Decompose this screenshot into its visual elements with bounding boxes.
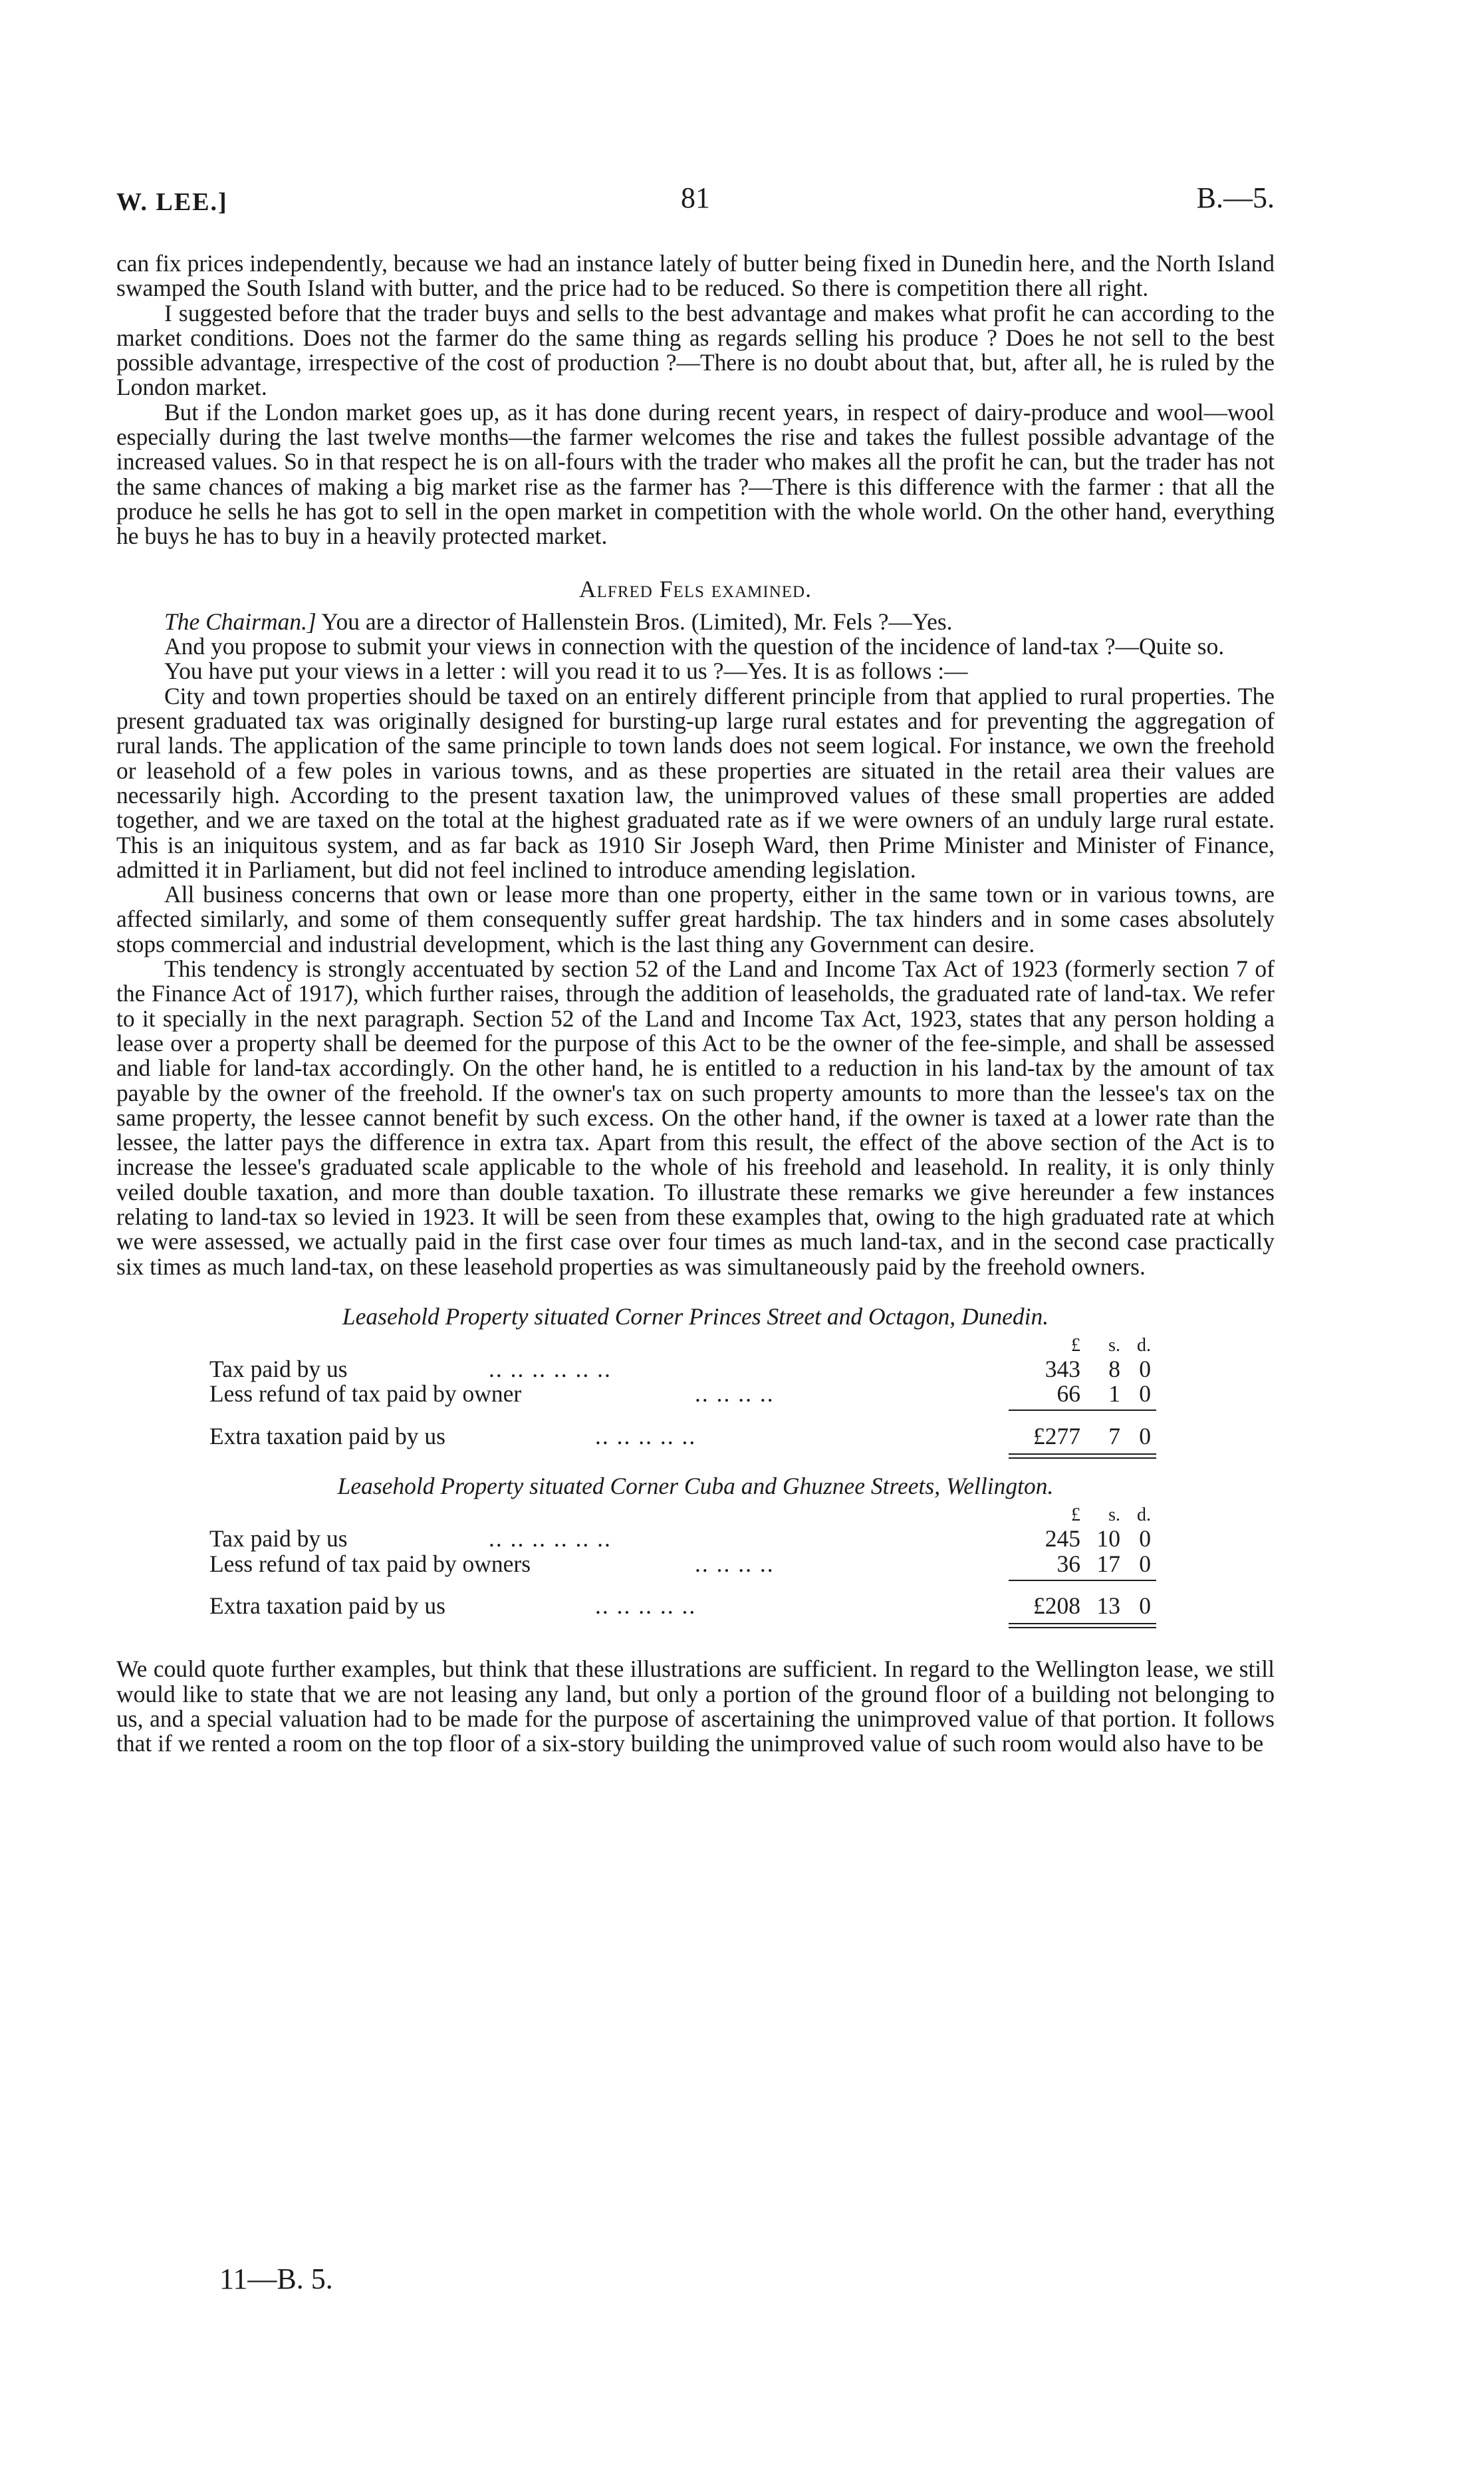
paragraph: All business concerns that own or lease more than one property, either in the same town or in various towns, are affected similarly, and some of them consequently suffer great hardship. The tax hinders and in some cases absolutely stops commercial and industrial development, which is the last thing any Government can desire. xyxy=(116,881,1275,957)
amount-pence: 0 xyxy=(1139,1356,1151,1383)
row-label: Less refund of tax paid by owners xyxy=(209,1550,531,1577)
amount-shillings: 17 xyxy=(1096,1550,1120,1577)
amount-shillings: 13 xyxy=(1096,1592,1120,1619)
examination-q1 xyxy=(116,610,1275,634)
unit-pounds: £ xyxy=(1071,1335,1080,1356)
paragraph: But if the London market goes up, as it has done during recent years, in respect of dairy-produce and wool—wool especially during the last twelve months—the farmer welcomes the rise and takes the fullest possible advantage of the increased values. So in that respect he is on all-fours with the trader who makes all the profit he can, but the trader has not the same chances of making a big market rise as the farmer has ?—There is this difference with the farmer : that all the produce he sells he has got to sell in the open market in competition with the whole world. On the other hand, everything he buys he has to buy in a heavily protected market. xyxy=(116,398,1275,550)
amount-pounds: 66 xyxy=(1056,1380,1080,1408)
page-body xyxy=(116,251,1275,1756)
paragraph: City and town properties should be taxed on an entirely different principle from that applied to rural properties. The present graduated tax was originally designed for bursting-up large rural estates and for preventing the aggregation of rural lands. The application of the same principle to town lands does not seem logical. For instance, we own the freehold or leasehold of a few poles in various towns, and as these properties are situated in the retail area their values are necessarily high. According to the present taxation law, the unimproved values of these small properties are added together, and we are taxed on the total at the highest graduated rate as if we were owners of an unduly large rural estate. This is an iniquitous system, and as far back as 1910 Sir Joseph Ward, then Prime Minister and Minister of Finance, admitted it in Parliament, but did not feel inclined to introduce amending legislation. xyxy=(116,682,1275,883)
page-footer-signature: 11—B. 5. xyxy=(219,2263,333,2295)
amount-shillings: 7 xyxy=(1108,1422,1120,1449)
table-row xyxy=(116,1357,1275,1382)
amount-pounds: 36 xyxy=(1056,1550,1080,1577)
sum-rule xyxy=(1009,1410,1156,1411)
paragraph: can fix prices independently, because we had an instance lately of butter being fixed in Dunedin here, and the North Island swamped the South Island with butter, and the price had to be reduced. So there is competition there all right. xyxy=(116,250,1275,302)
total-rule xyxy=(1009,1453,1156,1455)
tax-table-dunedin xyxy=(116,1333,1275,1449)
leader-dots: .. .. .. .. .. .. xyxy=(489,1525,612,1552)
closing-paragraph: We could quote further examples, but think that these illustrations are sufficient. In regard to the Wellington lease, we still would like to state that we are not leasing any land, but only a portion of the ground floor of a building not belonging to us, and a special valuation had to be made for the purpose of ascertaining the unimproved value of that portion. It follows that if we rented a room on the top floor of a six-story building the unimproved value of such room would also have to be xyxy=(116,1656,1275,1757)
row-label: Tax paid by us xyxy=(209,1525,348,1552)
table-total-row xyxy=(116,1594,1275,1618)
leader-dots: .. .. .. .. .. xyxy=(595,1592,697,1619)
examination-q3: You have put your views in a letter : will you read it to us ?—Yes. It is as follows :— xyxy=(164,658,968,685)
speaker-label: The Chairman.] xyxy=(164,608,316,635)
total-rule xyxy=(1009,1627,1156,1628)
question-text: You are a director of Hallenstein Bros. (Limited), Mr. Fels ?—Yes. xyxy=(316,608,953,635)
unit-pence: d. xyxy=(1137,1335,1151,1356)
unit-shillings: s. xyxy=(1108,1335,1120,1356)
header-paper-ref: B.—5. xyxy=(1196,182,1275,214)
row-label: Extra taxation paid by us xyxy=(209,1422,445,1449)
table-total-row xyxy=(116,1424,1275,1449)
table-title: Leasehold Property situated Corner Cuba and Ghuznee Streets, Wellington. xyxy=(337,1473,1054,1500)
units-row xyxy=(116,1333,1275,1357)
amount-shillings: 1 xyxy=(1108,1380,1120,1408)
row-label: Extra taxation paid by us xyxy=(209,1592,445,1619)
unit-pounds: £ xyxy=(1071,1505,1080,1526)
unit-pence: d. xyxy=(1137,1505,1151,1526)
amount-pounds: 343 xyxy=(1045,1356,1080,1383)
tax-table-wellington xyxy=(116,1503,1275,1618)
sum-rule xyxy=(1009,1580,1156,1581)
leader-dots: .. .. .. .. .. xyxy=(595,1422,697,1449)
amount-shillings: 8 xyxy=(1108,1356,1120,1383)
amount-pence: 0 xyxy=(1139,1380,1151,1408)
units-row xyxy=(116,1503,1275,1527)
header-page-number: 81 xyxy=(681,182,710,214)
page-header xyxy=(116,181,1275,221)
amount-shillings: 10 xyxy=(1096,1525,1120,1552)
table-title: Leasehold Property situated Corner Princes Street and Octagon, Dunedin. xyxy=(342,1302,1049,1330)
amount-pounds: £277 xyxy=(1033,1422,1080,1449)
amount-pence: 0 xyxy=(1139,1550,1151,1577)
leader-dots: .. .. .. .. xyxy=(695,1380,775,1408)
total-rule xyxy=(1009,1623,1156,1624)
amount-pounds: 245 xyxy=(1045,1525,1080,1552)
leader-dots: .. .. .. .. .. .. xyxy=(489,1356,612,1383)
amount-pence: 0 xyxy=(1139,1422,1151,1449)
paragraph: I suggested before that the trader buys and sells to the best advantage and makes what profit he can according to the market conditions. Does not the farmer do the same thing as regards selling his produce ? Does he not sell to the best possible advantage, irrespective of the cost of production ?—There is no doubt about that, but, after all, he is ruled by the London market. xyxy=(116,299,1275,401)
amount-pounds: £208 xyxy=(1033,1592,1080,1619)
unit-shillings: s. xyxy=(1108,1505,1120,1526)
witness-heading: Alfred Fels examined. xyxy=(579,575,812,602)
row-label: Less refund of tax paid by owner xyxy=(209,1380,522,1408)
total-rule xyxy=(1009,1457,1156,1459)
paragraph: This tendency is strongly accentuated by section 52 of the Land and Income Tax Act of 1923 (formerly section 7 of the Finance Act of 1917), which further raises, through the addition of leaseholds, the graduated rate of land-tax. We refer to it specially in the next paragraph. Section 52 of the Land and Income Tax Act, 1923, states that any person holding a lease over a property shall be deemed for the purpose of this Act to be the owner of the fee-simple, and shall be assessed and liable for land-tax accordingly. On the other hand, he is entitled to a reduction in his land-tax by the amount of tax payable by the owner of the freehold. If the owner's tax on such property amounts to more than the lessee's tax on the same property, the lessee cannot benefit by such excess. On the other hand, if the owner is taxed at a lower rate than the lessee, the latter pays the difference in extra tax. Apart from this result, the effect of the above section of the Act is to increase the lessee's graduated scale applicable to the whole of his freehold and leasehold. In reality, it is only thinly veiled double taxation, and more than double taxation. To illustrate these remarks we give hereunder a few instances relating to land-tax so levied in 1923. It will be seen from these examples that, owing to the high graduated rate at which we were assessed, we actually paid in the first case over four times as much land-tax, and in the second case practically six times as much land-tax, on these leasehold properties as was simultaneously paid by the freehold owners. xyxy=(116,955,1275,1280)
examination-q2: And you propose to submit your views in connection with the question of the incidence of land-tax ?—Quite so. xyxy=(164,633,1225,660)
table-row xyxy=(116,1382,1275,1406)
row-label: Tax paid by us xyxy=(209,1356,348,1383)
amount-pence: 0 xyxy=(1139,1525,1151,1552)
table-row xyxy=(116,1527,1275,1551)
header-author: W. LEE.] xyxy=(116,188,228,216)
amount-pence: 0 xyxy=(1139,1592,1151,1619)
leader-dots: .. .. .. .. xyxy=(695,1550,775,1577)
table-row xyxy=(116,1552,1275,1576)
